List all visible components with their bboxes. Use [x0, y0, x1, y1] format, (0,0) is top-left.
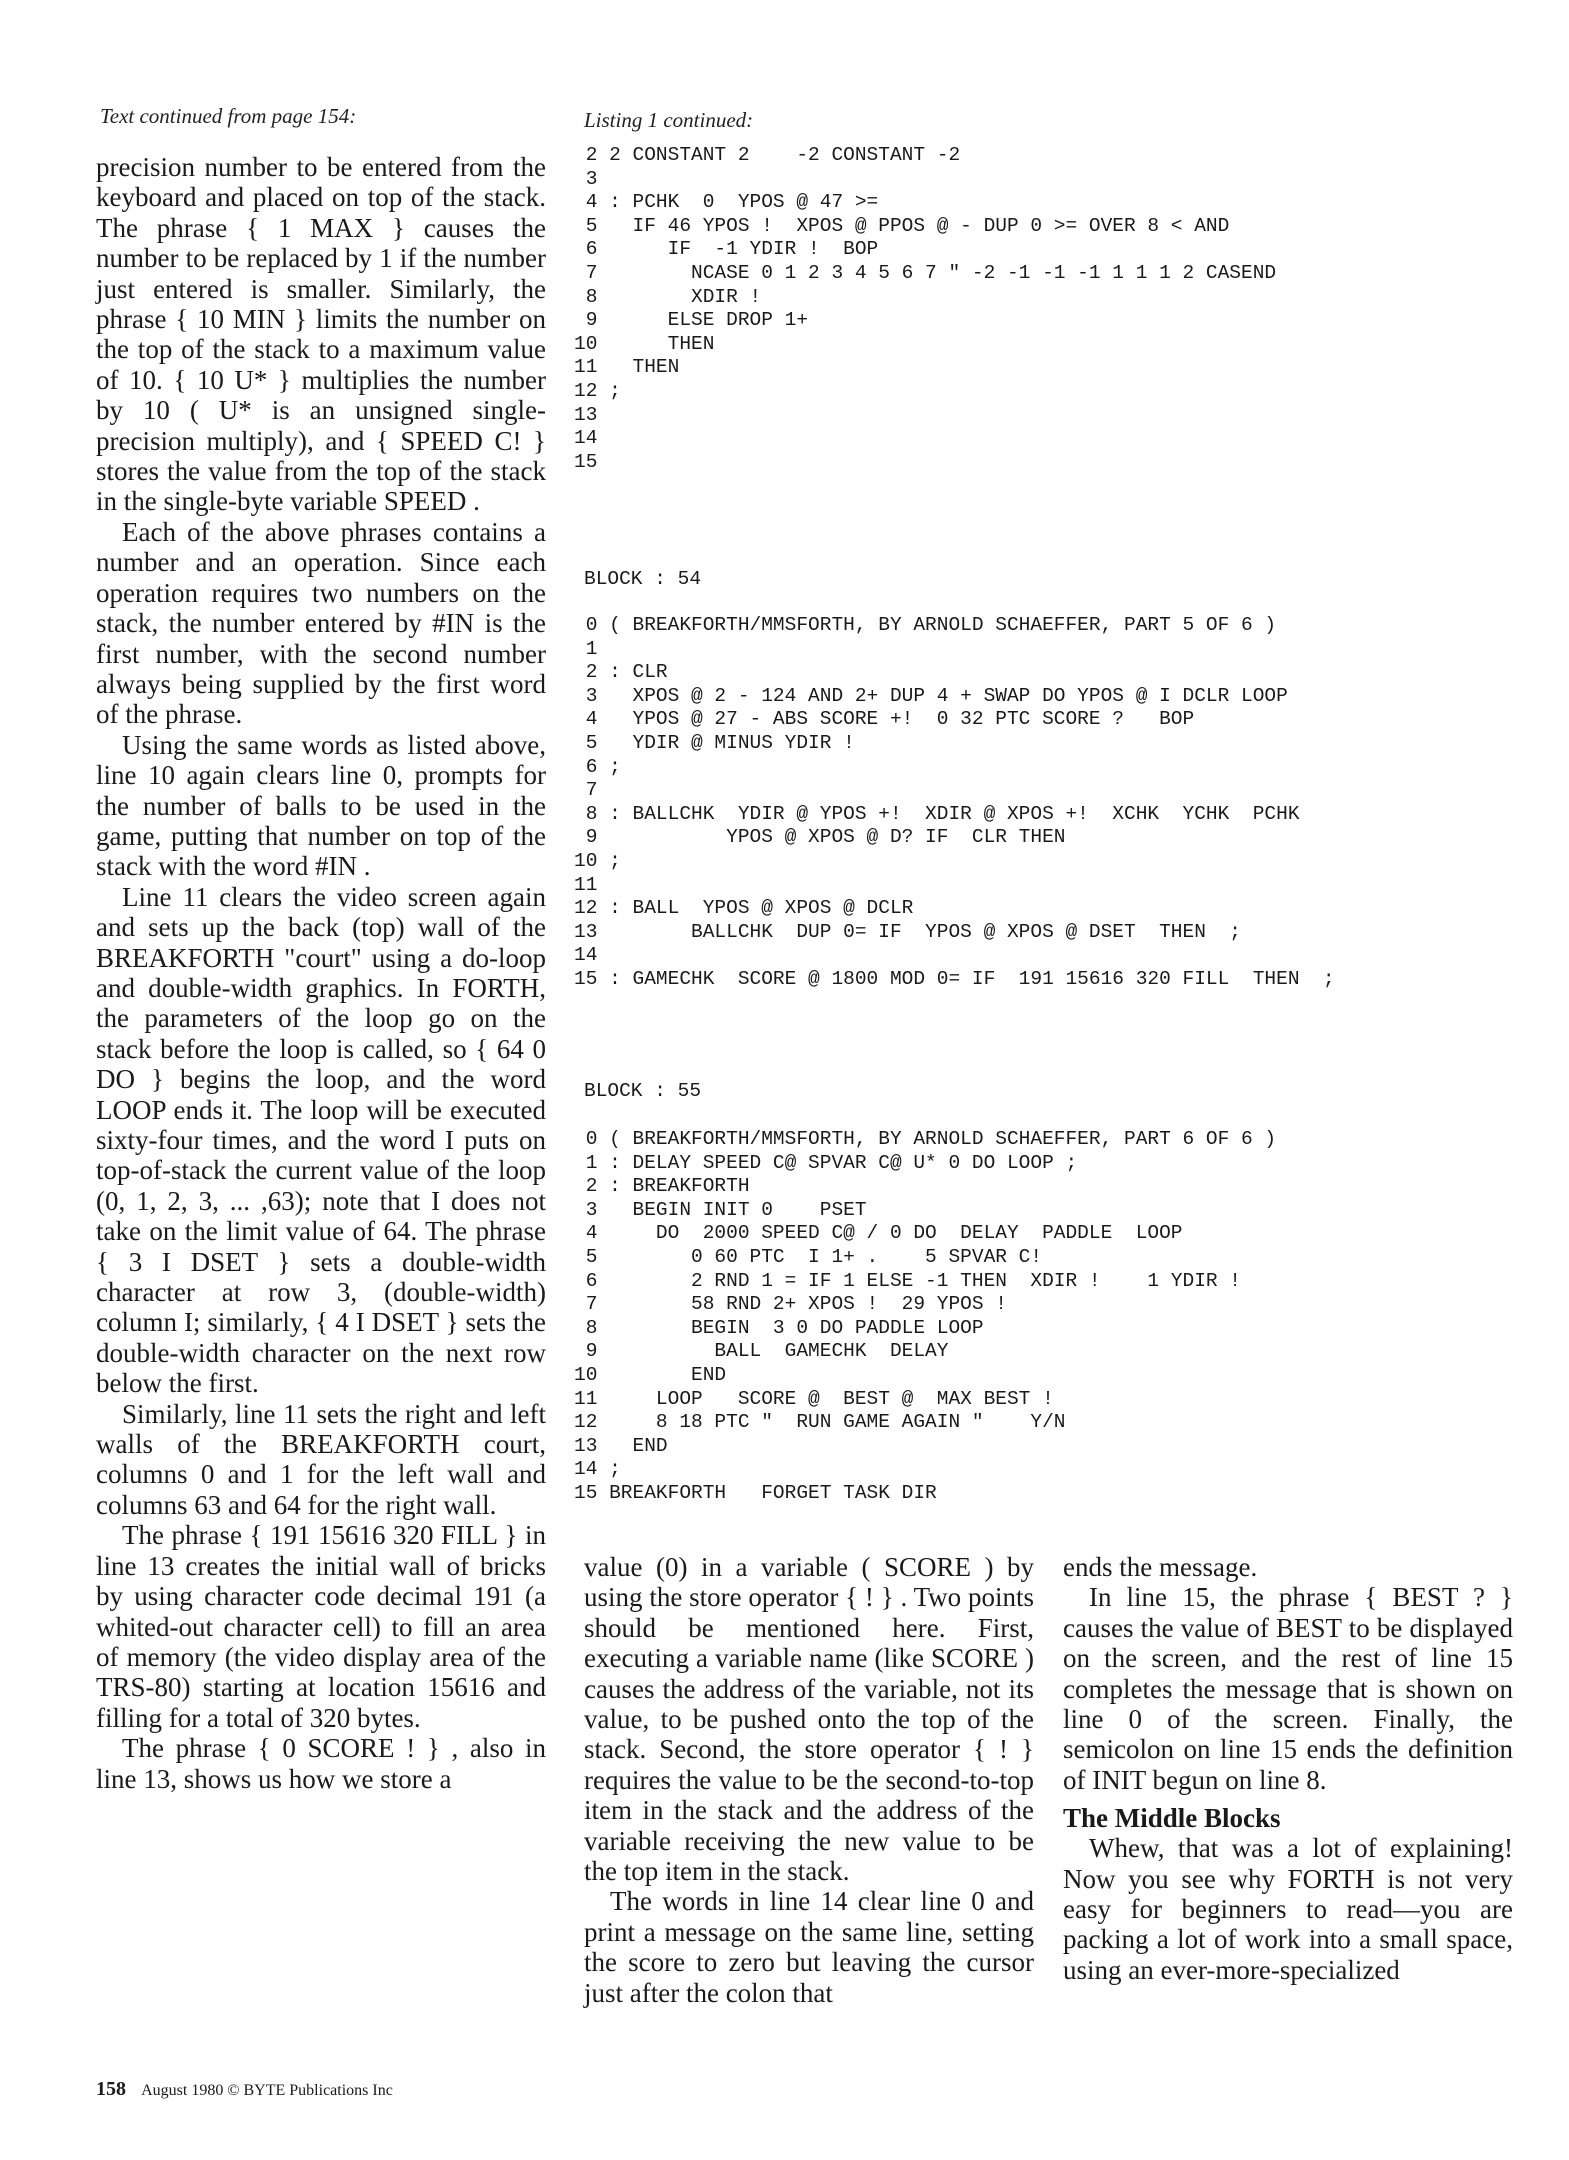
- right-text-column: [1063, 1552, 1513, 1985]
- listing-block-53-continued: 2 2 CONSTANT 2 -2 CONSTANT -2 3 4 : PCHK 0 YPOS @ 47 >= 5 IF 46 YPOS ! XPOS @ PPOS @ - DUP 0 >= OVER 8 < AND 6 IF -1 YDIR ! BOP 7 NCASE 0 1 2 3 4 5 6 7 " -2 -1 -1 -1 1 1 1 2 CASEND 8 XDIR ! 9 ELSE DROP 1+ 10 THEN 11 THEN 12 ; 13 14 15: [574, 144, 1277, 473]
- paragraph: ends the message.: [1063, 1552, 1258, 1582]
- continued-caption: Text continued from page 154:: [100, 104, 357, 128]
- paragraph: value (0) in a variable ( SCORE ) by using the store operator { ! } . Two points should be mentioned here. First, executing a variable name (like SCORE ) causes the address of the variable, not its value, to be pushed onto the top of the stack. Second, the store operator { ! } requires the value to be the second-to-top item in the stack and the address of the variable receiving the new value to be the top item in the stack.: [584, 1552, 1034, 1887]
- paragraph: precision number to be entered from the keyboard and placed on top of the stack. The phrase { 1 MAX } causes the number to be replaced by 1 if the number just entered is smaller. Similarly, the phrase { 10 MIN } limits the number on the top of the stack to a maximum value of 10. { 10 U* } multiplies the number by 10 ( U* is an unsigned single-precision multiply), and { SPEED C! } stores the value from the top of the stack in the single-byte variable SPEED .: [96, 152, 546, 517]
- block-54-title: BLOCK : 54: [584, 568, 702, 590]
- listing-block-55: 0 ( BREAKFORTH/MMSFORTH, BY ARNOLD SCHAEFFER, PART 6 OF 6 ) 1 : DELAY SPEED C@ SPVAR C@ U* 0 DO LOOP ; 2 : BREAKFORTH 3 BEGIN INIT 0 PSET 4 DO 2000 SPEED C@ / 0 DO DELAY PADDLE LOOP 5 0 60 PTC I 1+ . 5 SPVAR C! 6 2 RND 1 = IF 1 ELSE -1 THEN XDIR ! 1 YDIR ! 7 58 RND 2+ XPOS ! 29 YPOS ! 8 BEGIN 3 0 DO PADDLE LOOP 9 BALL GAMECHK DELAY 10 END 11 LOOP SCORE @ BEST @ MAX BEST ! 12 8 18 PTC " RUN GAME AGAIN " Y/N 13 END 14 ; 15 BREAKFORTH FORGET TASK DIR: [574, 1128, 1277, 1504]
- paragraph: In line 15, the phrase { BEST ? } causes the value of BEST to be displayed on the screen, and the rest of line 15 completes the message that is shown on line 0 of the screen. Finally, the semicolon on line 15 ends the definition of INIT begun on line 8.: [1063, 1582, 1513, 1795]
- paragraph: The phrase { 191 15616 320 FILL } in line 13 creates the initial wall of bricks by using character code decimal 191 (a whited-out character cell) to fill an area of memory (the video display area of the TRS-80) starting at location 15616 and filling for a total of 320 bytes.: [96, 1520, 546, 1733]
- paragraph: Line 11 clears the video screen again and sets up the back (top) wall of the BREAKFORTH "court" using a do-loop and double-width graphics. In FORTH, the parameters of the loop go on the stack before the loop is called, so { 64 0 DO } begins the loop, and the word LOOP ends it. The loop will be executed sixty-four times, and the word I puts on top-of-stack the current value of the loop (0, 1, 2, 3, ... ,63); note that I does not take on the limit value of 64. The phrase { 3 I DSET } sets a double-width character at row 3, (double-width) column I; similarly, { 4 I DSET } sets the double-width character on the next row below the first.: [96, 881, 546, 1399]
- middle-text-column: [584, 1552, 1034, 2008]
- listing-block-54: 0 ( BREAKFORTH/MMSFORTH, BY ARNOLD SCHAEFFER, PART 5 OF 6 ) 1 2 : CLR 3 XPOS @ 2 - 124 AND 2+ DUP 4 + SWAP DO YPOS @ I DCLR LOOP 4 YPOS @ 27 - ABS SCORE +! 0 32 PTC SCORE ? BOP 5 YDIR @ MINUS YDIR ! 6 ; 7 8 : BALLCHK YDIR @ YPOS +! XDIR @ XPOS +! XCHK YCHK PCHK 9 YPOS @ XPOS @ D? IF CLR THEN 10 ; 11 12 : BALL YPOS @ XPOS @ DCLR 13 BALLCHK DUP 0= IF YPOS @ XPOS @ DSET THEN ; 14 15 : GAMECHK SCORE @ 1800 MOD 0= IF 191 15616 320 FILL THEN ;: [574, 614, 1335, 990]
- paragraph: The phrase { 0 SCORE ! } , also in line 13, shows us how we store a: [96, 1733, 546, 1794]
- listing-caption: Listing 1 continued:: [584, 108, 754, 132]
- paragraph: The words in line 14 clear line 0 and print a message on the same line, setting the score to zero but leaving the cursor just after the colon that: [584, 1886, 1034, 2008]
- paragraph: Whew, that was a lot of explaining! Now you see why FORTH is not very easy for beginners to read—you are packing a lot of work into a small space, using an ever-more-specialized: [1063, 1833, 1513, 1985]
- publication-credit: August 1980 © BYTE Publications Inc: [141, 2082, 393, 2099]
- block-55-title: BLOCK : 55: [584, 1080, 702, 1102]
- page-footer: [96, 2078, 393, 2101]
- page-number: 158: [96, 2078, 126, 2100]
- section-heading: The Middle Blocks: [1063, 1803, 1281, 1834]
- paragraph: Similarly, line 11 sets the right and left walls of the BREAKFORTH court, columns 0 and 1 for the left wall and columns 63 and 64 for the right wall.: [96, 1398, 546, 1520]
- left-text-column: [96, 152, 546, 1794]
- paragraph: Using the same words as listed above, line 10 again clears line 0, prompts for the number of balls to be used in the game, putting that number on top of the stack with the word #IN .: [96, 729, 546, 882]
- paragraph: Each of the above phrases contains a number and an operation. Since each operation requires two numbers on the stack, the number entered by #IN is the first number, with the second number always being supplied by the first word of the phrase.: [96, 516, 546, 730]
